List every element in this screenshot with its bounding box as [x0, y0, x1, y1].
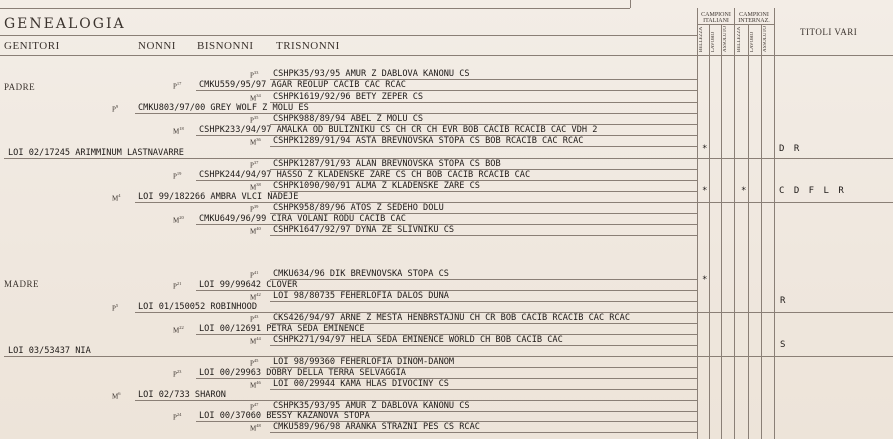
ancestor-role-label [112, 104, 118, 113]
grid-v3 [721, 24, 722, 439]
ancestor-role-label [250, 270, 258, 279]
ancestor-position-number: 21 [176, 281, 182, 286]
row-underline [270, 146, 697, 147]
col-nonni: NONNI [138, 40, 176, 52]
ancestor-role-label [173, 215, 184, 224]
ancestor-position-number: 47 [253, 402, 259, 407]
ancestor-role-letter: P [112, 105, 116, 114]
grid-v4 [734, 8, 735, 439]
section-madre: MADRE [4, 279, 40, 289]
page-title: GENEALOGIA [4, 16, 126, 32]
ancestor-position-number: 43 [253, 314, 259, 319]
ancestor-role-letter: P [250, 161, 254, 170]
sub-bellezza-1: BELLEZZA [699, 26, 704, 52]
ancestor-role-label [250, 115, 258, 124]
ancestor-position-number: 39 [253, 204, 259, 209]
ancestor-position-number: 48 [256, 423, 261, 428]
ancestor-role-label [250, 402, 258, 411]
row-underline [135, 202, 893, 203]
grid-header-bottom [697, 55, 893, 56]
ancestor-position-number: 9 [115, 104, 119, 109]
ancestor-role-letter: M [250, 337, 257, 346]
ancestor-position-number: 35 [253, 115, 259, 120]
ancestor-role-label [173, 412, 181, 421]
ancestor-role-letter: M [173, 127, 180, 136]
ancestor-role-label [250, 160, 258, 169]
row-underline [270, 389, 697, 390]
ancestor-name: CSHPK271/94/97 HELA SEDA EMINENCE WORLD CH BOB CACIB CAC [273, 335, 563, 345]
ancestor-role-letter: M [250, 381, 257, 390]
ancestor-role-label [112, 193, 120, 202]
ancestor-role-letter: P [250, 271, 254, 280]
ancestor-role-letter: M [250, 183, 257, 192]
ancestor-position-number: 37 [253, 160, 259, 165]
row-underline [270, 345, 697, 346]
ancestor-position-number: 46 [256, 380, 261, 385]
ancestor-role-letter: M [250, 293, 257, 302]
ancestor-role-label [250, 204, 258, 213]
ancestor-role-label [250, 314, 258, 323]
ancestor-position-number: 23 [176, 369, 182, 374]
row-underline [270, 191, 697, 192]
sub-assoluto-1: ASSOLUTO [723, 25, 728, 52]
star-mark-arimminum: * [702, 144, 708, 154]
ancestor-role-label [250, 358, 258, 367]
ancestor-role-label [250, 423, 261, 432]
titles-arimminum: D R [779, 144, 802, 154]
grid-v5 [748, 24, 749, 439]
ancestor-role-label [173, 281, 181, 290]
top-rule-tick [630, 0, 631, 8]
star-mark-ambra-1: * [702, 186, 708, 196]
ancestor-role-label [250, 93, 261, 102]
ancestor-name: LOI 00/12691 PETRA SEDA EMINENCE [199, 324, 365, 334]
sub-assoluto-2: ASSOLUTO [763, 25, 768, 52]
ancestor-role-letter: P [250, 359, 254, 368]
ancestor-position-number: 36 [256, 137, 261, 142]
ancestor-role-letter: P [112, 304, 116, 313]
ancestor-role-letter: P [173, 370, 177, 379]
ancestor-position-number: 4 [118, 193, 121, 198]
ancestor-role-label [173, 369, 181, 378]
ancestor-role-letter: M [112, 392, 119, 401]
ancestor-role-letter: P [173, 413, 177, 422]
ancestor-position-number: 18 [179, 126, 184, 131]
titles-nia: S [780, 340, 788, 350]
ancestor-role-label [250, 137, 261, 146]
ancestor-position-number: 17 [176, 81, 182, 86]
ancestor-position-number: 20 [179, 215, 184, 220]
ancestor-role-letter: P [173, 172, 177, 181]
ancestor-name: CSHPK1090/90/91 ALMA Z KLADENSKE ZARE CS [273, 181, 480, 191]
ancestor-role-label [173, 325, 184, 334]
sub-bellezza-2: BELLEZZA [737, 26, 742, 52]
ancestor-position-number: 40 [256, 226, 261, 231]
ancestor-role-label [250, 182, 261, 191]
ancestor-role-letter: P [250, 71, 254, 80]
ancestor-role-letter: M [112, 194, 119, 203]
header-rule-top [0, 35, 697, 36]
row-underline [270, 432, 697, 433]
grid-v6 [761, 24, 762, 439]
ancestor-name: LOI 99/182266 AMBRA VLCI NADEJE [138, 192, 299, 202]
top-rule [0, 8, 630, 9]
grid-v2 [709, 24, 710, 439]
titles-robinhood: R [780, 296, 788, 306]
ancestor-name: CSHPK988/89/94 ABEL Z MOLU CS [273, 114, 424, 124]
grid-v7 [774, 8, 775, 439]
ancestor-role-label [173, 126, 184, 135]
ancestor-role-letter: P [250, 403, 254, 412]
row-underline [270, 279, 697, 280]
ancestor-name: CSHPK35/93/95 AMUR Z DABLOVA KANONU CS [273, 401, 470, 411]
ancestor-position-number: 6 [118, 391, 121, 396]
ancestor-name: CMKU589/96/98 ARANKA STRAZNI PES CS RCAC [273, 422, 480, 432]
ancestor-position-number: 22 [179, 325, 184, 330]
ancestor-position-number: 5 [115, 303, 119, 308]
ancestor-role-label [112, 303, 118, 312]
ancestor-name: CSHPK1289/91/94 ASTA BREVNOVSKA STOPA CS BOB RCACIB CAC RCAC [273, 136, 584, 146]
ancestor-name: CMKU649/96/99 CIRA VOLANI RODU CACIB CAC [199, 214, 406, 224]
ancestor-name: LOI 01/150052 ROBINHOOD [138, 302, 257, 312]
row-underline [196, 90, 697, 91]
ancestor-role-letter: M [250, 94, 257, 103]
ancestor-name: LOI 00/37060 BESSY KAZANOVA STOPA [199, 411, 370, 421]
row-underline [270, 102, 697, 103]
ancestor-name: CKS426/94/97 ARNE Z MESTA HENBRSTAJNU CH CR BOB CACIB RCACIB CAC RCAC [273, 313, 630, 323]
ancestor-role-label [250, 226, 261, 235]
ancestor-name: LOI 98/80735 FEHERLOFIA DALOS DUNA [273, 291, 449, 301]
ancestor-role-letter: P [250, 205, 254, 214]
ancestor-role-letter: P [250, 116, 254, 125]
ancestor-role-letter: P [250, 315, 254, 324]
ancestor-name: LOI 00/29963 DOBRY DELLA TERRA SELVAGGIA [199, 368, 406, 378]
ancestor-role-letter: M [250, 227, 257, 236]
campioni-internaz-line1: CAMPIONI [739, 12, 769, 18]
col-bisnonni: BISNONNI [197, 40, 254, 52]
star-mark-ambra-2: * [741, 186, 747, 196]
ancestor-role-letter: P [173, 82, 177, 91]
ancestor-position-number: 41 [253, 270, 259, 275]
ancestor-name: CSHPK958/89/96 ATOS Z SEDEHO DOLU [273, 203, 444, 213]
header-rule-bottom [0, 55, 697, 56]
ancestor-name: LOI 98/99360 FEHERLOFIA DINOM-DANOM [273, 357, 455, 367]
ancestor-name: LOI 02/733 SHARON [138, 390, 226, 400]
ancestor-role-label [250, 70, 258, 79]
titoli-vari-header: TITOLI VARI [800, 27, 858, 37]
ancestor-name: CSHPK1619/92/96 BETY ZEPER CS [273, 92, 424, 102]
ancestor-position-number: 38 [256, 182, 261, 187]
campioni-italiani-line1: CAMPIONI [701, 12, 731, 18]
ancestor-role-letter: P [173, 282, 177, 291]
ancestor-name: LOI 99/99642 CLOVER [199, 280, 298, 290]
ancestor-role-letter: M [173, 326, 180, 335]
ancestor-position-number: 34 [256, 93, 261, 98]
ancestor-name: CSHPK1647/92/97 DYNA ZE SLIVNIKU CS [273, 225, 455, 235]
ancestor-role-label [173, 81, 181, 90]
ancestor-name: LOI 02/17245 ARIMMINUM LASTNAVARRE [8, 148, 184, 158]
col-genitori: GENITORI [4, 40, 60, 52]
section-padre: PADRE [4, 82, 36, 92]
ancestor-role-label [250, 292, 261, 301]
ancestor-name: CMKU803/97/00 GREY WOLF Z MOLU ES [138, 103, 309, 113]
sub-lavoro-2: LAVORO [750, 31, 755, 52]
ancestor-name: CMKU634/96 DIK BREVNOVSKA STOPA CS [273, 269, 449, 279]
ancestor-name: LOI 03/53437 NIA [8, 346, 91, 356]
ancestor-position-number: 19 [176, 171, 182, 176]
row-underline [270, 301, 697, 302]
star-mark-clover: * [702, 275, 708, 285]
ancestor-name: LOI 00/29944 KAMA HLAS DIVOCINY CS [273, 379, 449, 389]
grid-header-split [697, 24, 774, 25]
ancestor-role-label [250, 336, 261, 345]
ancestor-name: CSHPK233/94/97 AMALKA OD BULIZNIKU CS CH CR CH EVR BOB CACIB RCACIB CAC VDH 2 [199, 125, 598, 135]
grid-v1 [697, 8, 698, 439]
titles-ambra: C D F L R [779, 186, 846, 196]
ancestor-position-number: 45 [253, 358, 259, 363]
ancestor-name: CSHPK244/94/97 HASSO Z KLADENSKE ZARE CS CH BOB CACIB RCACIB CAC [199, 170, 531, 180]
ancestor-name: CMKU559/95/97 AGAR REOLUP CACIB CAC RCAC [199, 80, 406, 90]
campioni-italiani-line2: ITALIANI [703, 18, 729, 24]
ancestor-role-label [112, 391, 120, 400]
sub-lavoro-1: LAVORO [711, 31, 716, 52]
row-underline [270, 235, 697, 236]
ancestor-role-label [250, 380, 261, 389]
ancestor-position-number: 44 [256, 336, 261, 341]
ancestor-role-letter: M [250, 138, 257, 147]
ancestor-name: CSHPK1287/91/93 ALAN BREVNOVSKA STOPA CS BOB [273, 159, 501, 169]
ancestor-role-letter: M [173, 216, 180, 225]
campioni-internaz-line2: INTERNAZ. [738, 18, 770, 24]
ancestor-position-number: 42 [256, 292, 261, 297]
ancestor-name: CSHPK35/93/95 AMUR Z DABLOVA KANONU CS [273, 69, 470, 79]
ancestor-position-number: 33 [253, 70, 259, 75]
col-trisnonni: TRISNONNI [276, 40, 340, 52]
ancestor-role-label [173, 171, 181, 180]
ancestor-role-letter: M [250, 424, 257, 433]
ancestor-position-number: 24 [176, 412, 182, 417]
